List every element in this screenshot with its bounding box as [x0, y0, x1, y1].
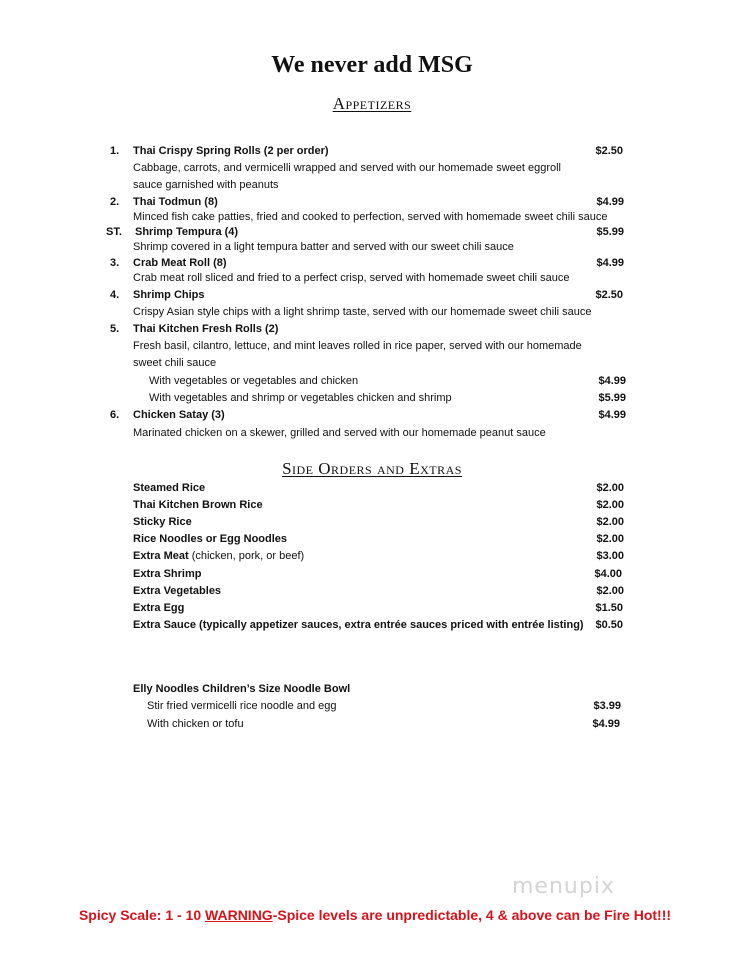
option-label: With vegetables or vegetables and chicken	[149, 375, 359, 387]
side-item-name: Extra Vegetables	[133, 585, 222, 597]
item-number: 2.	[110, 196, 120, 208]
side-item-price: $4.00	[594, 568, 622, 580]
item-name: Chicken Satay (3)	[133, 409, 225, 421]
spicy-scale-notice	[0, 907, 750, 923]
side-item-price: $2.00	[596, 482, 624, 494]
item-number: 6.	[110, 409, 120, 421]
side-item-name: Extra Shrimp	[133, 568, 202, 580]
item-name: Shrimp Chips	[133, 289, 205, 301]
spicy-scale-suffix: -Spice levels are unpredictable, 4 & above can be Fire Hot!!!	[272, 907, 672, 923]
kids-item-name: Elly Noodles Children’s Size Noodle Bowl	[133, 683, 351, 695]
spicy-scale-prefix: Spicy Scale: 1 - 10	[78, 907, 206, 923]
item-description: Crispy Asian style chips with a light shrimp taste, served with our homemade sweet chili sauce	[133, 306, 592, 318]
side-item-name: Extra Egg	[133, 602, 185, 614]
kids-option-label: With chicken or tofu	[147, 718, 244, 730]
item-name: Thai Todmun (8)	[133, 196, 218, 208]
item-description: Cabbage, carrots, and vermicelli wrapped and served with our homemade sweet eggroll	[133, 162, 562, 174]
menupix-watermark: menupix	[512, 874, 615, 899]
side-item-price: $0.50	[595, 619, 623, 631]
item-name: Thai Crispy Spring Rolls (2 per order)	[133, 145, 329, 157]
item-number: 5.	[110, 323, 120, 335]
item-price: $5.99	[596, 226, 624, 238]
item-number: 3.	[110, 257, 120, 269]
side-item-name	[133, 550, 304, 562]
side-item-label: Extra Meat	[133, 550, 189, 562]
item-description: Shrimp covered in a light tempura batter and served with our sweet chili sauce	[133, 241, 514, 253]
side-item-price: $3.00	[596, 550, 624, 562]
item-price: $4.99	[598, 409, 626, 421]
option-label: With vegetables and shrimp or vegetables chicken and shrimp	[149, 392, 452, 404]
page-title: We never add MSG	[271, 52, 473, 78]
side-item-name: Thai Kitchen Brown Rice	[133, 499, 263, 511]
item-name: Shrimp Tempura (4)	[135, 226, 239, 238]
side-item-price: $2.00	[596, 585, 624, 597]
item-number: ST.	[106, 226, 122, 238]
option-price: $5.99	[598, 392, 626, 404]
side-item-note: (chicken, pork, or beef)	[188, 550, 305, 562]
item-description: Fresh basil, cilantro, lettuce, and mint leaves rolled in rice paper, served with our homemade	[133, 340, 582, 352]
side-item-price: $2.00	[596, 533, 624, 545]
side-item-price: $2.00	[596, 516, 624, 528]
side-item-name: Rice Noodles or Egg Noodles	[133, 533, 288, 545]
item-price: $4.99	[596, 196, 624, 208]
item-description: sweet chili sauce	[133, 357, 217, 369]
item-number: 4.	[110, 289, 120, 301]
item-number: 1.	[110, 145, 120, 157]
side-item-name: Extra Sauce (typically appetizer sauces, extra entrée sauces priced with entrée listing)	[133, 619, 584, 631]
item-name: Crab Meat Roll (8)	[133, 257, 227, 269]
spicy-warning-label: WARNING	[205, 907, 273, 923]
item-description: sauce garnished with peanuts	[133, 179, 279, 191]
item-description: Minced fish cake patties, fried and cooked to perfection, served with homemade sweet chili sauce	[133, 211, 608, 223]
item-description: Crab meat roll sliced and fried to a perfect crisp, served with homemade sweet chili sauce	[133, 272, 570, 284]
appetizers-heading: Appetizers	[332, 94, 412, 113]
item-price: $4.99	[596, 257, 624, 269]
option-price: $4.99	[598, 375, 626, 387]
item-description: Marinated chicken on a skewer, grilled and served with our homemade peanut sauce	[133, 427, 546, 439]
item-price: $2.50	[595, 145, 623, 157]
sides-heading: Side Orders and Extras	[282, 459, 462, 478]
item-price: $2.50	[595, 289, 623, 301]
side-item-name: Steamed Rice	[133, 482, 206, 494]
side-item-price: $1.50	[595, 602, 623, 614]
kids-option-price: $3.99	[593, 700, 621, 712]
item-name: Thai Kitchen Fresh Rolls (2)	[133, 323, 279, 335]
side-item-name: Sticky Rice	[133, 516, 192, 528]
side-item-price: $2.00	[596, 499, 624, 511]
kids-option-label: Stir fried vermicelli rice noodle and egg	[147, 700, 337, 712]
kids-option-price: $4.99	[592, 718, 620, 730]
